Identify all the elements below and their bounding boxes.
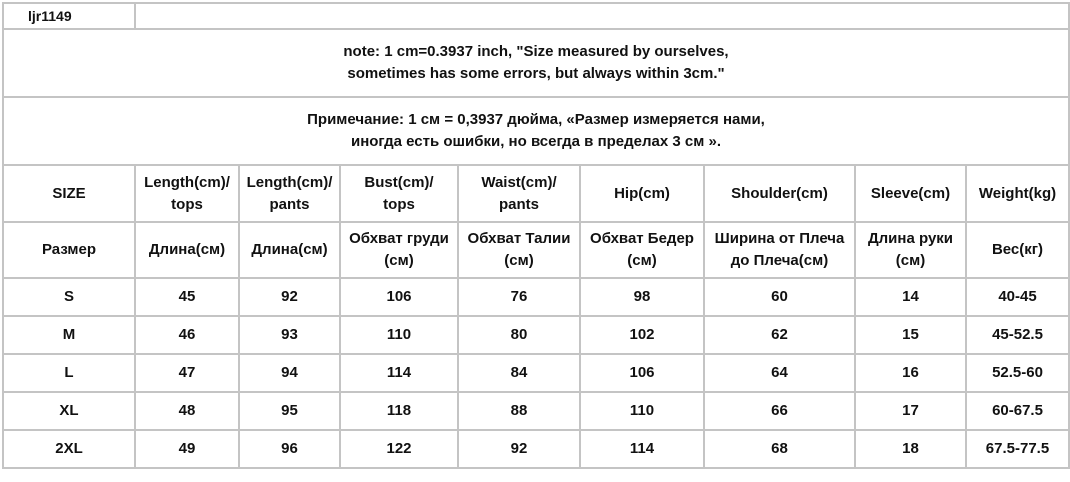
header-line: Длина руки	[867, 230, 954, 247]
header-line: Bust(cm)/	[364, 173, 434, 191]
table-cell: 15	[855, 316, 966, 354]
table-cell: 88	[458, 392, 580, 430]
table-cell: 114	[580, 430, 704, 468]
header-ru-cell	[458, 222, 580, 278]
table-cell: 122	[340, 430, 458, 468]
header-line: pants	[269, 195, 310, 213]
table-cell: 47	[135, 354, 239, 392]
table-cell: M	[3, 316, 135, 354]
header-ru-cell	[580, 222, 704, 278]
table-cell: 95	[239, 392, 340, 430]
code-row	[3, 3, 1069, 29]
table-cell: 118	[340, 392, 458, 430]
header-line: SIZE	[52, 184, 86, 202]
header-ru-cell	[855, 222, 966, 278]
header-en-cell	[704, 165, 855, 222]
header-en-cell	[239, 165, 340, 222]
table-cell: 45	[135, 278, 239, 316]
table-cell: 17	[855, 392, 966, 430]
table-cell: 52.5-60	[966, 354, 1069, 392]
product-code: ljr1149	[3, 3, 135, 29]
header-line: Обхват груди	[349, 230, 449, 247]
header-ru-row	[3, 222, 1069, 278]
table-cell: 60	[704, 278, 855, 316]
table-cell: 45-52.5	[966, 316, 1069, 354]
header-ru-cell	[3, 222, 135, 278]
header-en-row	[3, 165, 1069, 222]
table-cell: 110	[580, 392, 704, 430]
table-cell: 98	[580, 278, 704, 316]
table-cell: 16	[855, 354, 966, 392]
header-ru-cell	[704, 222, 855, 278]
table-cell: 62	[704, 316, 855, 354]
table-cell: 92	[458, 430, 580, 468]
note-ru	[3, 97, 1069, 165]
header-en-cell	[135, 165, 239, 222]
header-ru-cell	[135, 222, 239, 278]
table-cell: 48	[135, 392, 239, 430]
header-line: Обхват Бедер	[590, 230, 694, 247]
header-en-cell	[458, 165, 580, 222]
table-cell: 106	[580, 354, 704, 392]
size-chart-table	[2, 2, 1070, 469]
table-row	[3, 316, 1069, 354]
header-ru-cell	[239, 222, 340, 278]
table-cell: 84	[458, 354, 580, 392]
table-cell: 60-67.5	[966, 392, 1069, 430]
table-cell: 76	[458, 278, 580, 316]
header-line: до Плеча(см)	[730, 252, 829, 269]
table-cell: 93	[239, 316, 340, 354]
table-cell: 67.5-77.5	[966, 430, 1069, 468]
header-line: Длина(см)	[251, 241, 328, 258]
empty-cell	[135, 3, 1069, 29]
header-line: Sleeve(cm)	[870, 184, 951, 202]
note-ru-row	[3, 97, 1069, 165]
table-cell: 68	[704, 430, 855, 468]
table-row	[3, 430, 1069, 468]
note-en-line: note: 1 cm=0.3937 inch, "Size measured by ourselves,	[343, 43, 729, 60]
note-en-row	[3, 29, 1069, 97]
table-cell: 49	[135, 430, 239, 468]
header-ru-cell	[966, 222, 1069, 278]
table-cell: 66	[704, 392, 855, 430]
header-line: pants	[498, 195, 539, 213]
table-cell: 40-45	[966, 278, 1069, 316]
table-cell: 46	[135, 316, 239, 354]
header-line: tops	[171, 195, 203, 213]
table-cell: 106	[340, 278, 458, 316]
table-cell: 64	[704, 354, 855, 392]
table-cell: 110	[340, 316, 458, 354]
table-cell: XL	[3, 392, 135, 430]
header-line: Обхват Талии	[467, 230, 571, 247]
header-en-cell	[3, 165, 135, 222]
table-row	[3, 278, 1069, 316]
note-ru-line: иногда есть ошибки, но всегда в пределах 3 см ».	[350, 133, 722, 150]
table-cell: 92	[239, 278, 340, 316]
table-cell: 18	[855, 430, 966, 468]
table-cell: 2XL	[3, 430, 135, 468]
header-line: (см)	[895, 252, 926, 269]
table-cell: 14	[855, 278, 966, 316]
note-ru-line: Примечание: 1 см = 0,3937 дюйма, «Размер измеряется нами,	[307, 111, 765, 128]
header-line: Length(cm)/	[144, 173, 230, 191]
header-line: Length(cm)/	[246, 173, 333, 191]
table-cell: 96	[239, 430, 340, 468]
header-line: Weight(kg)	[978, 184, 1057, 202]
header-line: tops	[383, 195, 415, 213]
note-en	[3, 29, 1069, 97]
header-line: Вес(кг)	[991, 241, 1044, 258]
header-ru-cell	[340, 222, 458, 278]
header-line: (см)	[384, 252, 414, 269]
header-en-cell	[340, 165, 458, 222]
header-line: (см)	[504, 252, 534, 269]
header-line: Shoulder(cm)	[731, 184, 828, 202]
size-chart-body	[3, 3, 1069, 468]
header-line: Waist(cm)/	[481, 173, 557, 191]
header-en-cell	[855, 165, 966, 222]
table-row	[3, 392, 1069, 430]
header-line: Hip(cm)	[614, 184, 670, 202]
header-en-cell	[580, 165, 704, 222]
table-row	[3, 354, 1069, 392]
table-cell: 80	[458, 316, 580, 354]
header-line: Ширина от Плеча	[714, 230, 845, 247]
note-en-line: sometimes has some errors, but always within 3cm."	[347, 65, 725, 82]
header-en-cell	[966, 165, 1069, 222]
table-cell: 102	[580, 316, 704, 354]
table-cell: 94	[239, 354, 340, 392]
header-line: (см)	[627, 252, 657, 269]
table-cell: S	[3, 278, 135, 316]
header-line: Длина(см)	[148, 241, 226, 258]
table-cell: L	[3, 354, 135, 392]
table-cell: 114	[340, 354, 458, 392]
header-line: Размер	[41, 241, 97, 258]
